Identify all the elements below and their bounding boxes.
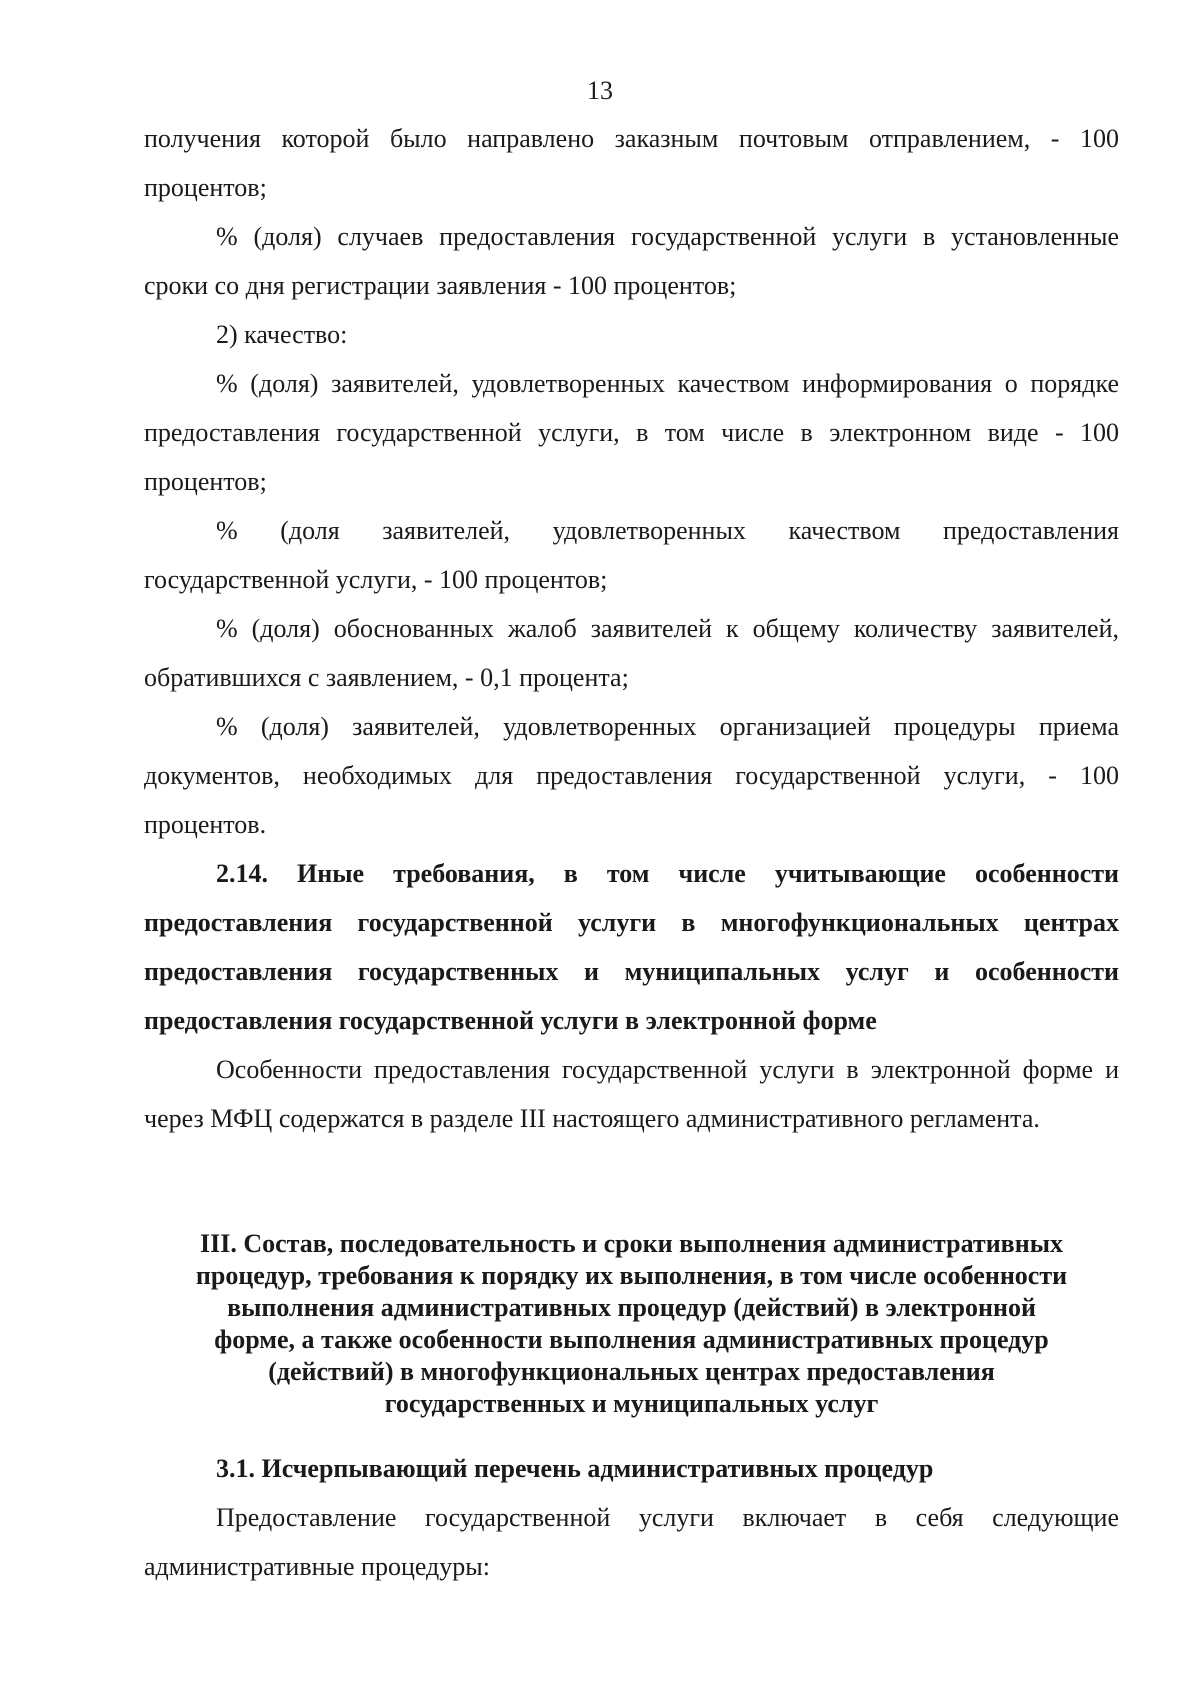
section-heading-line: (действий) в многофункциональных центрах предоставления [268,1357,995,1386]
paragraph-deadline-share: % (доля) случаев предоставления государственной услуги в установленные сроки со дня регистрации заявления - 100 процентов; [144,222,1119,300]
paragraph-complaints-share: % (доля) обоснованных жалоб заявителей к общему количеству заявителей, обратившихся с заявлением, - 0,1 процента; [144,614,1119,692]
section-heading-line: форме, а также особенности выполнения административных процедур [214,1325,1049,1354]
paragraph-informing-quality: % (доля) заявителей, удовлетворенных качеством информирования о порядке предоставления государственной услуги, в том числе в электронном виде - 100 процентов; [144,369,1119,496]
section-heading-line: выполнения административных процедур (действий) в электронной [227,1293,1036,1322]
section-heading-line: III. Состав, последовательность и сроки выполнения административных [199,1229,1063,1258]
paragraph-service-quality: % (доля заявителей, удовлетворенных качеством предоставления государственной услуги, - 100 процентов; [144,516,1119,594]
section-heading-line: государственных и муниципальных услуг [384,1389,879,1418]
document-body [144,114,1119,1143]
section-iii-heading [144,1228,1119,1420]
section-heading-line: процедур, требования к порядку их выполнения, в том числе особенности [195,1261,1068,1290]
paragraph-electronic-features: Особенности предоставления государственной услуги в электронной форме и через МФЦ содержатся в разделе III настоящего административного регламента. [144,1055,1119,1133]
subsection-text: Предоставление государственной услуги включает в себя следующие административные процедуры: [144,1503,1119,1581]
paragraph-quality-label: 2) качество: [216,320,348,349]
subsection-3-1 [144,1444,1119,1591]
heading-2-14: 2.14. Иные требования, в том числе учитывающие особенности предоставления государственной услуги в многофункциональных центрах предоставления государственных и муниципальных услуг и особенности предоставления государственной услуги в электронной форме [144,859,1119,1035]
paragraph-continuation: получения которой было направлено заказным почтовым отправлением, - 100 процентов; [144,124,1119,202]
page-number: 13 [587,76,613,105]
paragraph-procedure-satisfaction: % (доля) заявителей, удовлетворенных организацией процедуры приема документов, необходимых для предоставления государственной услуги, - 100 процентов. [144,712,1119,839]
subsection-title: 3.1. Исчерпывающий перечень административных процедур [216,1454,934,1483]
